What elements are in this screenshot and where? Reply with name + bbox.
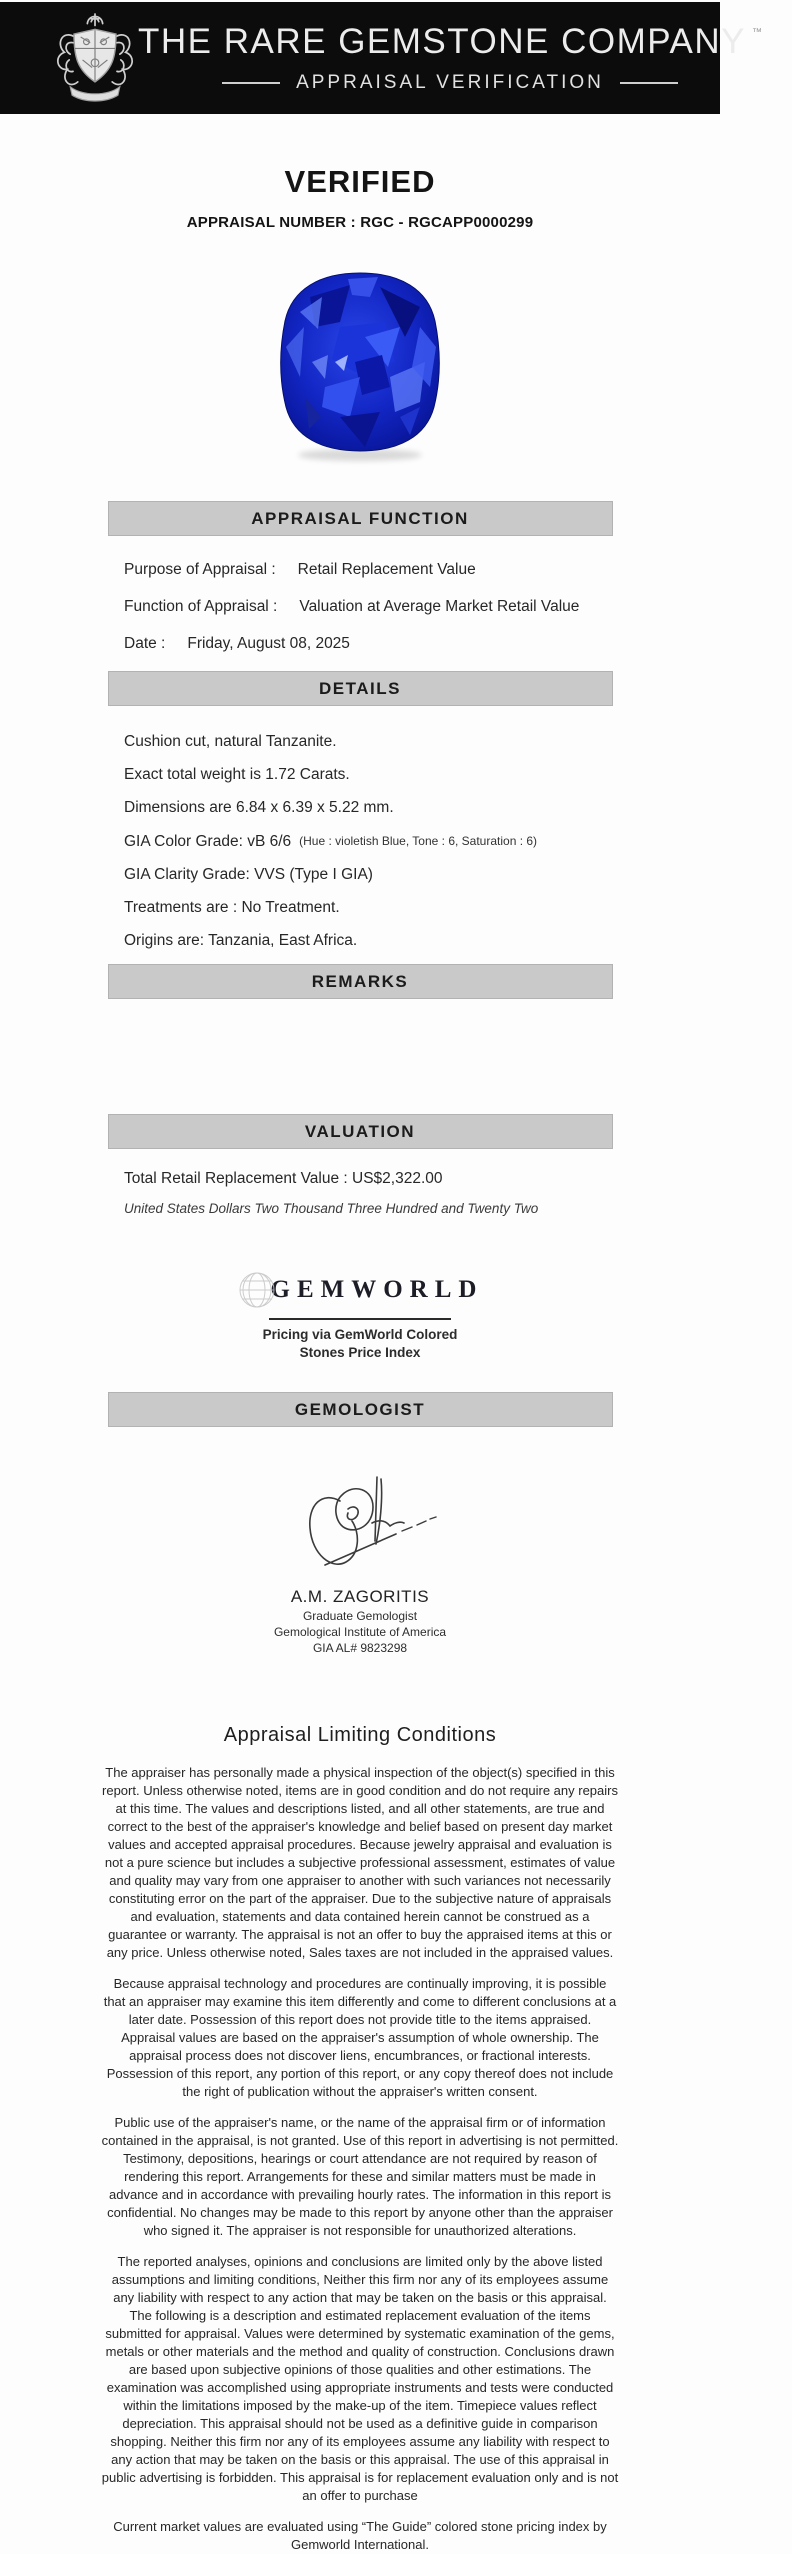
appraisal-function-block [124, 560, 720, 654]
purpose-value: Retail Replacement Value [297, 561, 476, 578]
verified-status: VERIFIED [284, 164, 436, 199]
gemworld-caption-line2: Stones Price Index [299, 1345, 421, 1360]
tanzanite-gem-photo [269, 267, 451, 465]
limiting-conditions-paragraph-2: Because appraisal technology and procedures are continually improving, it is possible that an appraiser may examine this item differently and come to different conclusions at a later date. Possession of this report does not provide title to the items appraised. Appraisal values are based on the appraiser's assumption of whole ownership. The appraisal process does not discover liens, encumbrances, or fractional interests. Possession of this report, any portion of this report, or any copy thereof does not include the right of publication without the appraiser's written consent. [103, 1976, 617, 2099]
header-subtitle: APPRAISAL VERIFICATION [296, 72, 604, 93]
detail-weight: Exact total weight is 1.72 Carats. [124, 766, 350, 783]
subtitle-left-rule [222, 82, 280, 84]
date-row [124, 634, 720, 654]
date-label: Date : [124, 635, 166, 652]
function-label: Function of Appraisal : [124, 598, 278, 615]
color-grade-note: (Hue : violetish Blue, Tone : 6, Saturation : 6) [299, 834, 538, 848]
header-text-block [138, 22, 792, 94]
appraisal-certificate-page [0, 2, 762, 2552]
detail-origins: Origins are: Tanzania, East Africa. [124, 932, 358, 949]
limiting-conditions-paragraph-1: The appraiser has personally made a physical inspection of the object(s) specified in this report. Unless otherwise noted, items are in good condition and do not require any repairs at this time. The values and descriptions listed, and all other statements, are true and correct to the best of the appraiser's knowledge and belief based on present day market values and accepted appraisal procedures. Because jewelry appraisal and evaluation is not a pure science but includes a subjective professional assessment, estimates of value and quality may vary from one appraiser to another with such variances not necessarily constituting error on the part of the appraiser. Due to the subjective nature of appraisals and evaluation, statements and data contained herein cannot be construed as a guarantee or warranty. The appraisal is not an offer to buy the appraised items at this or any price. Unless otherwise noted, Sales taxes are not included in the appraised values. [102, 1765, 618, 1960]
header-subtitle-row [138, 72, 762, 94]
gemologist-name: A.M. ZAGORITIS [290, 1587, 430, 1606]
gemologist-credential-3: GIA AL# 9823298 [312, 1641, 408, 1655]
company-name: THE RARE GEMSTONE COMPANY ™ [138, 22, 762, 61]
limiting-conditions-title: Appraisal Limiting Conditions [223, 1724, 497, 1746]
gemworld-wordmark: GEMWORLD [270, 1276, 484, 1303]
purpose-row [124, 560, 720, 580]
limiting-conditions-footer: Current market values are evaluated using “The Guide” colored stone pricing index by Gemworld International. [113, 2519, 607, 2552]
function-row [124, 597, 720, 617]
trademark-symbol: ™ [751, 27, 762, 38]
valuation-total: Total Retail Replacement Value : US$2,322.00 [124, 1170, 443, 1187]
header-banner [0, 2, 762, 114]
limiting-conditions-body [102, 1764, 619, 2505]
limiting-conditions-paragraph-3: Public use of the appraiser's name, or the name of the appraisal firm or of information contained in the appraisal, is not granted. Use of this report in advertising is not permitted. Testimony, depositions, hearings or court attendance are not required by reason of rendering this report. Arrangements for these and similar matters must be made in advance and in accordance with prevailing hourly rates. The information in this report is confidential. No changes may be made to this report by anyone other than the appraiser who signed it. The appraiser is not responsible for unauthorized alterations. [101, 2115, 619, 2238]
date-value: Friday, August 08, 2025 [187, 635, 350, 652]
gemstone-photo-wrap [0, 267, 720, 465]
valuation-amount-in-words: United States Dollars Two Thousand Three Hundred and Twenty Two [124, 1201, 539, 1216]
gemworld-globe-icon [237, 1270, 277, 1310]
gemworld-caption-line1: Pricing via GemWorld Colored [262, 1327, 458, 1342]
section-header-remarks: REMARKS [108, 964, 613, 999]
detail-clarity-grade: GIA Clarity Grade: VVS (Type I GIA) [124, 866, 373, 883]
detail-treatments: Treatments are : No Treatment. [124, 899, 340, 916]
signature-scribble-icon [280, 1471, 440, 1576]
gemworld-underline [269, 1318, 451, 1320]
section-header-valuation: VALUATION [108, 1114, 613, 1149]
gemworld-logo [237, 1270, 484, 1310]
details-block [124, 732, 720, 951]
limiting-conditions-paragraph-4: The reported analyses, opinions and conclusions are limited only by the above listed assumptions and limiting conditions, Neither this firm nor any of its employees assume any liability with respect to any action that may be taken on the basis or this appraisal. The following is a description and estimated replacement evaluation of the items submitted for appraisal. Values were determined by systematic examination of the gems, metals or other materials and the method and quality of construction. Conclusions drawn are based upon subjective opinions of those qualities and other estimations. The examination was accomplished using appropriate instruments and tests were conducted within the limitations imposed by the make-up of the item. Timepiece values reflect depreciation. This appraisal should not be used as a definitive guide in comparison shopping. Neither this firm nor any of its employees assume any liability with respect to any action that may be taken on the basis or this appraisal. The use of this appraisal in public advertising is forbidden. This appraisal is for replacement evaluation only and is not an offer to purchase [101, 2254, 619, 2503]
gemworld-pricing-block [0, 1270, 720, 1362]
detail-color-grade: GIA Color Grade: vB 6/6 (Hue : violetish Blue, Tone : 6, Saturation : 6) [124, 833, 538, 850]
gemworld-caption [0, 1326, 720, 1362]
company-crest-icon [52, 10, 138, 106]
section-header-details: DETAILS [108, 671, 613, 706]
purpose-label: Purpose of Appraisal : [124, 561, 276, 578]
gemologist-signature [0, 1471, 720, 1576]
detail-dimensions: Dimensions are 6.84 x 6.39 x 5.22 mm. [124, 799, 394, 816]
gemologist-credential-1: Graduate Gemologist [302, 1609, 418, 1623]
section-header-appraisal-function: APPRAISAL FUNCTION [108, 501, 613, 536]
gemologist-credential-2: Gemological Institute of America [273, 1625, 447, 1639]
detail-cut: Cushion cut, natural Tanzanite. [124, 733, 337, 750]
section-header-gemologist: GEMOLOGIST [108, 1392, 613, 1427]
appraisal-number: APPRAISAL NUMBER : RGC - RGCAPP0000299 [186, 214, 534, 231]
function-value: Valuation at Average Market Retail Value [299, 598, 580, 615]
subtitle-right-rule [620, 82, 678, 84]
